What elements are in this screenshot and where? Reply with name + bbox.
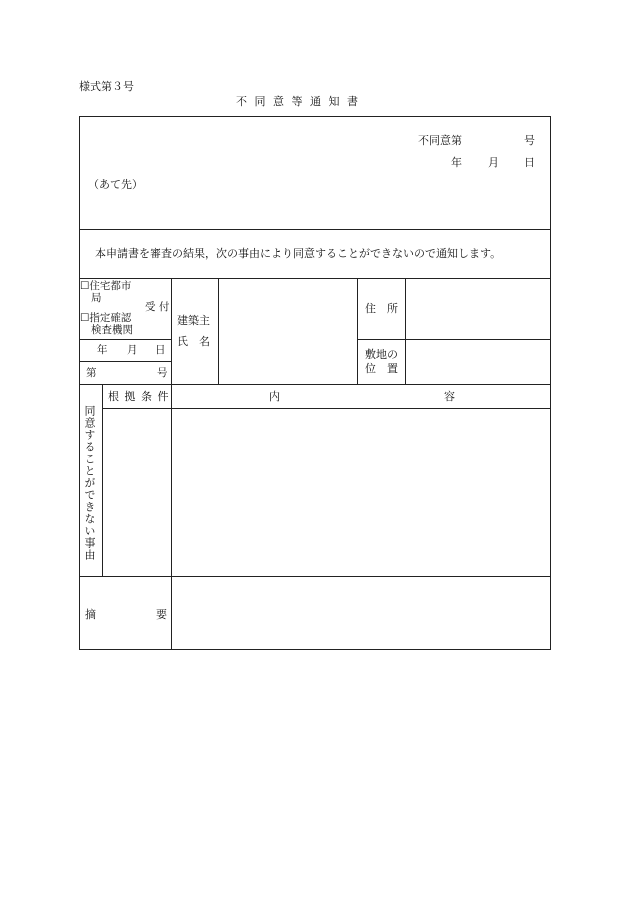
content-input-area[interactable]	[172, 409, 550, 576]
receipt-label-1: 受	[145, 301, 156, 313]
checkbox-designated-agency[interactable]: ☐指定確認	[80, 312, 132, 324]
summary-input-area[interactable]	[172, 577, 550, 649]
address-label: 住 所	[365, 302, 398, 315]
reception-date-day: 日	[155, 344, 166, 356]
reason-side-label: 同意することができない事由	[83, 405, 96, 561]
address-input-area[interactable]	[406, 279, 550, 339]
reception-date-month: 月	[127, 344, 138, 356]
notice-date-year: 年	[451, 156, 462, 169]
owner-label-line1: 建築主	[177, 314, 210, 327]
summary-label-1: 摘	[85, 608, 96, 621]
checkbox-city-bureau[interactable]: ☐住宅都市	[80, 280, 132, 292]
receipt-label-2: 付	[159, 301, 170, 313]
header-basis: 根 拠 条 件	[108, 390, 170, 403]
designated-agency-line2: 検査機関	[91, 324, 133, 336]
city-bureau-line2: 局	[91, 292, 102, 304]
header-content-2: 容	[444, 390, 455, 403]
addressee-label: （あて先）	[88, 178, 143, 191]
summary-label-2: 要	[156, 608, 167, 621]
document-title: 不 同 意 等 通 知 書	[236, 95, 360, 108]
reception-date-year: 年	[97, 344, 108, 356]
basis-input-area[interactable]	[103, 409, 171, 576]
form-number: 様式第３号	[79, 80, 134, 93]
notice-date-month: 月	[488, 156, 499, 169]
site-label-line2: 位 置	[365, 362, 398, 375]
owner-name-input-area[interactable]	[219, 279, 357, 384]
reception-number-suffix: 号	[157, 367, 168, 379]
header-content-1: 内	[269, 390, 280, 403]
notice-date-day: 日	[524, 156, 535, 169]
notice-number-suffix: 号	[524, 134, 535, 147]
site-location-input-area[interactable]	[406, 340, 550, 384]
site-label-line1: 敷地の	[365, 348, 398, 361]
reception-number-prefix: 第	[86, 367, 97, 379]
notice-statement: 本申請書を審査の結果，次の事由により同意することができないので通知します。	[95, 247, 502, 260]
notice-number-label: 不同意第	[418, 134, 462, 147]
owner-label-line2: 氏 名	[177, 335, 210, 348]
